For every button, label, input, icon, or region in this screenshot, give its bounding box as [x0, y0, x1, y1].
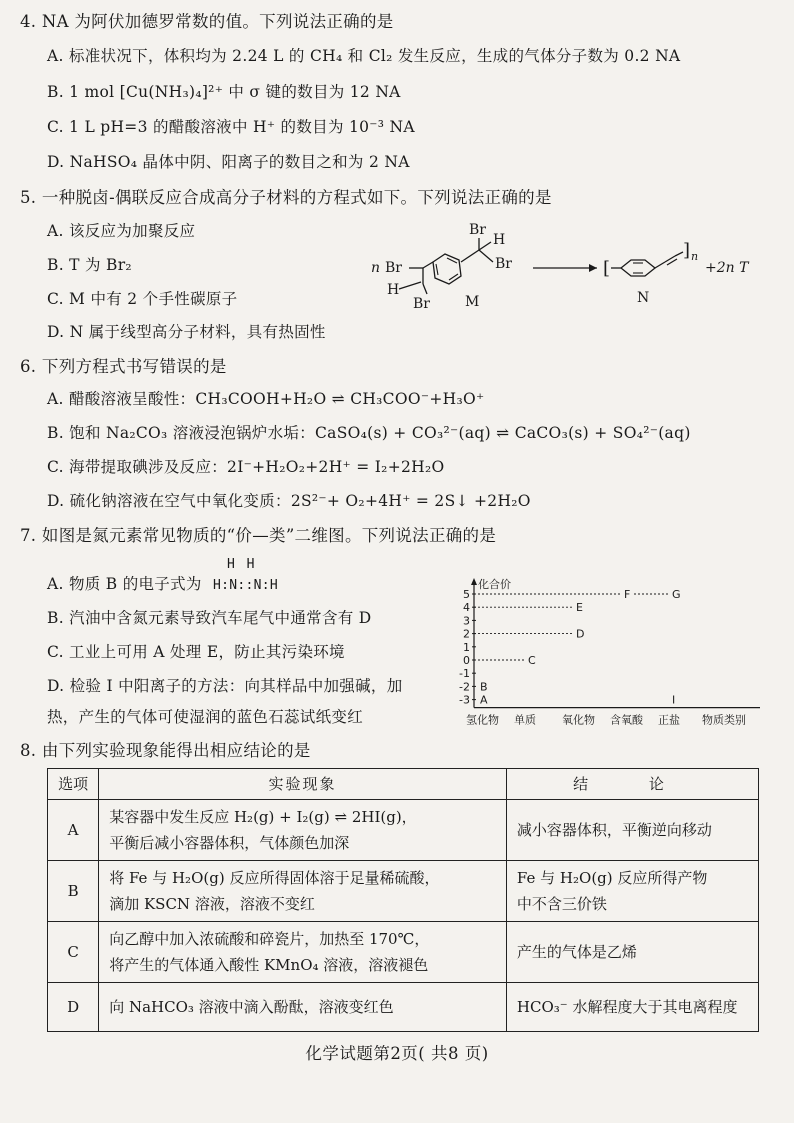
question-6-option-d: D. 硫化钠溶液在空气中氧化变质：2S²⁻+ O₂+4H⁺ = 2S↓ +2H₂O	[47, 492, 531, 510]
table-cell-option: A	[48, 800, 99, 861]
chart-y-axis-label: 化合价	[478, 578, 511, 591]
point-label: I	[672, 693, 676, 707]
conclusion-line: 中不含三价铁	[516, 895, 607, 913]
phenomenon-line: 将 Fe 与 H₂O(g) 反应所得固体溶于足量稀硫酸，	[109, 869, 440, 887]
question-6-option-a: A. 醋酸溶液呈酸性：CH₃COOH+H₂O ⇌ CH₃COO⁻+H₃O⁺	[47, 390, 485, 408]
point-label: C	[528, 654, 536, 667]
y-tick-label: 4	[463, 601, 470, 615]
table-row	[48, 922, 759, 983]
scheme-br-top: Br	[469, 222, 486, 238]
point-label: G	[672, 588, 681, 601]
chart-guide-lines	[474, 594, 668, 660]
y-tick-label: 2	[463, 627, 470, 641]
table-cell-phenomenon	[99, 800, 507, 861]
question-6-stem: 6. 下列方程式书写错误的是	[20, 357, 227, 376]
phenomenon-line: 某容器中发生反应 H₂(g) + I₂(g) ⇌ 2HI(g)，	[109, 808, 417, 826]
table-header-phenomenon: 实验现象	[99, 769, 507, 800]
question-7-stem: 7. 如图是氮元素常见物质的“价—类”二维图。下列说法正确的是	[20, 526, 497, 545]
table-cell-option: B	[48, 861, 99, 922]
question-5-option-d: D. N 属于线型高分子材料，具有热固性	[47, 323, 326, 341]
table-cell-conclusion	[506, 861, 758, 922]
y-tick-label: 0	[463, 654, 470, 667]
point-label: F	[624, 588, 631, 601]
question-7-option-a	[47, 557, 278, 594]
table-row	[48, 800, 759, 861]
scheme-br-left: Br	[385, 260, 402, 276]
table-header-row	[48, 769, 759, 800]
svg-text:[: [	[603, 258, 611, 279]
question-5-option-b: B. T 为 Br₂	[47, 256, 132, 274]
question-5-option-c: C. M 中有 2 个手性碳原子	[47, 290, 238, 308]
table-cell-phenomenon: 向 NaHCO₃ 溶液中滴入酚酞，溶液变红色	[99, 983, 507, 1032]
y-tick-label: -2	[459, 680, 470, 694]
scheme-byproduct: +2n T	[705, 260, 749, 276]
valence-class-chart	[440, 572, 770, 728]
x-tick-label: 氧化物	[562, 713, 595, 727]
question-7-option-d-line1: D. 检验 I 中阳离子的方法：向其样品中加强碱，加	[47, 677, 403, 695]
table-row	[48, 861, 759, 922]
question-8-stem: 8. 由下列实验现象能得出相应结论的是	[20, 741, 311, 760]
table-cell-option: D	[48, 983, 99, 1032]
chart-points	[480, 588, 681, 707]
electron-formula-top: H H	[226, 557, 257, 572]
table-cell-conclusion: HCO₃⁻ 水解程度大于其电离程度	[506, 983, 758, 1032]
y-tick-label: -3	[459, 693, 470, 707]
x-tick-label: 氢化物	[466, 713, 499, 727]
chart-x-axis-label: 物质类别	[702, 713, 746, 727]
question-5-option-a: A. 该反应为加聚反应	[47, 222, 196, 240]
y-axis-arrow	[471, 578, 477, 585]
svg-text:]: ]	[683, 240, 691, 261]
point-label: E	[576, 601, 583, 615]
scheme-subscript-n: n	[691, 250, 699, 263]
y-tick-label: 1	[463, 640, 470, 654]
table-cell-conclusion: 产生的气体是乙烯	[506, 922, 758, 983]
x-tick-label: 单质	[514, 713, 536, 727]
question-6-option-c: C. 海带提取碘涉及反应：2I⁻+H₂O₂+2H⁺ = I₂+2H₂O	[47, 458, 445, 476]
table-cell-phenomenon	[99, 922, 507, 983]
page-footer: 化学试题第2页( 共8 页)	[305, 1044, 489, 1063]
electron-formula-main: H:N::N:H	[212, 578, 278, 593]
question-7-option-d-line2: 热，产生的气体可使湿润的蓝色石蕊试纸变红	[47, 708, 364, 726]
table-header-conclusion: 结 论	[506, 769, 758, 800]
question-4-option-b: B. 1 mol [Cu(NH₃)₄]²⁺ 中 σ 键的数目为 12 NA	[47, 83, 401, 101]
question-4-option-c: C. 1 L pH=3 的醋酸溶液中 H⁺ 的数目为 10⁻³ NA	[47, 118, 415, 136]
question-4-option-a: A. 标准状况下，体积均为 2.24 L 的 CH₄ 和 Cl₂ 发生反应，生成的气体分子数为 0.2 NA	[47, 47, 681, 65]
question-4-option-d: D. NaHSO₄ 晶体中阴、阳离子的数目之和为 2 NA	[47, 153, 410, 171]
question-7-option-a-text: A. 物质 B 的电子式为	[47, 575, 202, 593]
scheme-label-m: M	[465, 294, 480, 310]
phenomenon-line: 将产生的气体通入酸性 KMnO₄ 溶液，溶液褪色	[109, 956, 429, 974]
chart-axes	[471, 578, 760, 708]
question-4-stem: 4. NA 为阿伏加德罗常数的值。下列说法正确的是	[20, 12, 394, 31]
scheme-br-left-bottom: Br	[413, 296, 430, 312]
y-tick-label: 5	[463, 588, 470, 601]
table-header-option: 选项	[48, 769, 99, 800]
table-row	[48, 983, 759, 1032]
scheme-br-right: Br	[495, 256, 512, 272]
question-8-table	[47, 768, 759, 1032]
electron-formula	[212, 557, 278, 593]
x-tick-label: 正盐	[658, 713, 680, 727]
reaction-scheme	[365, 222, 785, 332]
point-label: B	[480, 680, 488, 694]
table-cell-conclusion: 减小容器体积，平衡逆向移动	[506, 800, 758, 861]
phenomenon-line: 向乙醇中加入浓硫酸和碎瓷片，加热至 170℃，	[109, 930, 430, 948]
question-6-option-b: B. 饱和 Na₂CO₃ 溶液浸泡锅炉水垢：CaSO₄(s) + CO₃²⁻(aq) ⇌ CaCO₃(s) + SO₄²⁻(aq)	[47, 424, 691, 442]
y-tick-label: 3	[463, 614, 470, 628]
question-5-stem: 5. 一种脱卤-偶联反应合成高分子材料的方程式如下。下列说法正确的是	[20, 188, 552, 207]
phenomenon-line: 滴加 KSCN 溶液，溶液不变红	[109, 895, 315, 913]
table-cell-phenomenon	[99, 861, 507, 922]
scheme-h-left: H	[387, 282, 400, 298]
phenomenon-line: 平衡后减小容器体积，气体颜色加深	[109, 834, 350, 852]
question-7-option-c: C. 工业上可用 A 处理 E，防止其污染环境	[47, 643, 345, 661]
chart-x-labels	[466, 713, 680, 727]
point-label: A	[480, 693, 488, 707]
point-label: D	[576, 627, 585, 641]
question-7-option-b: B. 汽油中含氮元素导致汽车尾气中通常含有 D	[47, 609, 372, 627]
x-tick-label: 含氧酸	[610, 713, 643, 727]
table-cell-option: C	[48, 922, 99, 983]
scheme-coefficient-n: n	[371, 260, 381, 276]
scheme-label-n: N	[637, 290, 650, 306]
conclusion-line: Fe 与 H₂O(g) 反应所得产物	[516, 869, 708, 887]
y-tick-label: -1	[459, 667, 470, 681]
scheme-h-right: H	[493, 232, 506, 248]
